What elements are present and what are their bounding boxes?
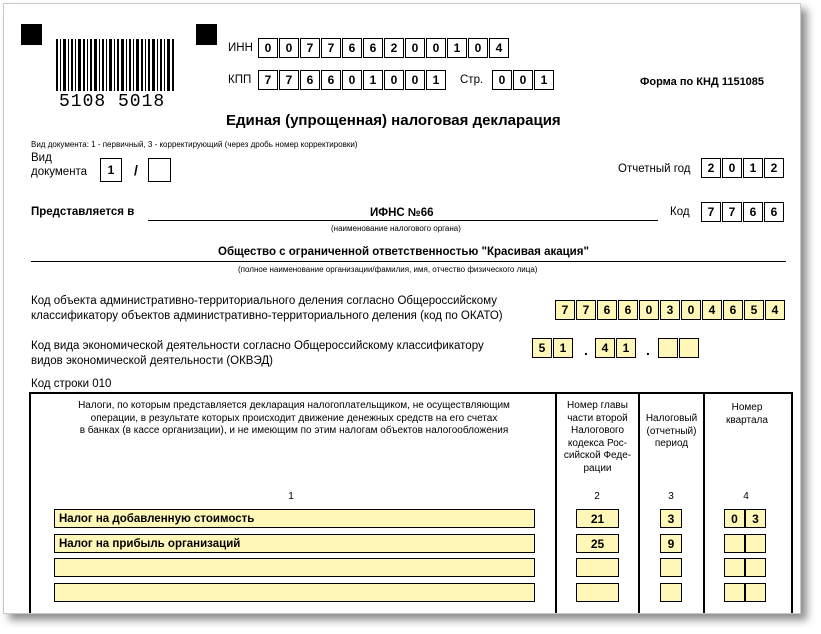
inn-cell[interactable]: 4	[489, 38, 509, 58]
doc-type-value[interactable]: 1	[100, 158, 122, 182]
authority-code-cell[interactable]: 6	[764, 202, 784, 222]
quarter-field[interactable]	[724, 583, 745, 602]
kpp-cell[interactable]: 0	[405, 70, 425, 90]
authority-code-cell[interactable]: 7	[701, 202, 721, 222]
declaration-page	[3, 3, 801, 614]
kpp-cell[interactable]: 1	[363, 70, 383, 90]
kpp-cell[interactable]: 6	[300, 70, 320, 90]
authority-caption: (наименование налогового органа)	[331, 224, 461, 233]
tax-name-field[interactable]: Налог на добавленную стоимость	[54, 509, 535, 528]
kpp-cell[interactable]: 0	[384, 70, 404, 90]
okved-cell[interactable]: 5	[532, 338, 552, 358]
kpp-cell[interactable]: 7	[279, 70, 299, 90]
chapter-field[interactable]: 25	[576, 534, 619, 553]
okved-cell[interactable]: 1	[553, 338, 573, 358]
form-code: Форма по КНД 1151085	[640, 76, 765, 88]
inn-cell[interactable]: 0	[426, 38, 446, 58]
okved-group-2[interactable]	[595, 338, 637, 358]
tax-name-field[interactable]	[54, 583, 535, 602]
inn-cell[interactable]: 0	[279, 38, 299, 58]
kpp-cell[interactable]: 1	[426, 70, 446, 90]
doc-type-label-line1: Вид	[31, 152, 52, 164]
inn-cell[interactable]: 0	[468, 38, 488, 58]
okato-cell[interactable]: 0	[681, 300, 701, 320]
okato-cell[interactable]: 6	[723, 300, 743, 320]
corner-marker-right	[196, 24, 217, 45]
tax-name-field[interactable]	[54, 558, 535, 577]
okato-cell[interactable]: 3	[660, 300, 680, 320]
chapter-field[interactable]	[576, 558, 619, 577]
authority-value: ИФНС №66	[370, 207, 434, 219]
organization-underline	[31, 261, 786, 262]
col4-header: Номер квартала	[726, 402, 768, 426]
inn-cell[interactable]: 7	[300, 38, 320, 58]
kpp-cell[interactable]: 6	[321, 70, 341, 90]
report-year-cell[interactable]: 2	[764, 158, 784, 178]
okved-group-3[interactable]	[658, 338, 700, 358]
okved-label-line2: видов экономической деятельности (ОКВЭД)	[31, 355, 273, 367]
organization-caption: (полное наименование организации/фамилия, имя, отчество физического лица)	[238, 265, 538, 274]
okved-cell[interactable]	[658, 338, 678, 358]
col1-header: Налоги, по которым представляется декларация налогоплательщиком, не осуществляющим операции, в результате которых происходит движение денежных средств на его счетах в банках (в кассе организации), и не имеющим по этим налогам объектов налогообложения	[78, 400, 510, 436]
authority-code-label: Код	[670, 206, 690, 218]
doc-type-slash: /	[134, 162, 138, 178]
barcode-number: 5108 5018	[59, 92, 166, 112]
quarter-field[interactable]	[724, 534, 745, 553]
doc-type-label-line2: документа	[31, 166, 88, 178]
okato-cell[interactable]: 5	[744, 300, 764, 320]
barcode-image	[56, 39, 174, 91]
quarter-field[interactable]	[745, 583, 766, 602]
okato-cell[interactable]: 0	[639, 300, 659, 320]
quarter-field[interactable]: 3	[745, 509, 766, 528]
okato-cell[interactable]: 6	[618, 300, 638, 320]
report-year-cell[interactable]: 1	[743, 158, 763, 178]
okved-cell[interactable]: 4	[595, 338, 615, 358]
kpp-field[interactable]	[258, 70, 447, 90]
authority-code-field[interactable]	[701, 202, 785, 222]
inn-cell[interactable]: 7	[321, 38, 341, 58]
col2-header: Номер главы части второй Налогового кодекса Рос- сийской Феде- рации	[563, 400, 632, 474]
period-field[interactable]	[660, 558, 682, 577]
period-field[interactable]: 3	[660, 509, 682, 528]
period-field[interactable]: 9	[660, 534, 682, 553]
organization-name: Общество с ограниченной ответственностью "Красивая акация"	[218, 246, 589, 258]
col3-header: Налоговый (отчетный) период	[645, 413, 698, 449]
page-cell[interactable]: 0	[492, 70, 512, 90]
inn-label: ИНН	[228, 42, 253, 54]
col-number-2: 2	[594, 491, 600, 502]
okved-label-line1: Код вида экономической деятельности согласно Общероссийскому классификатору	[31, 340, 484, 352]
chapter-field[interactable]	[576, 583, 619, 602]
okato-field[interactable]	[555, 300, 786, 320]
quarter-field[interactable]	[745, 558, 766, 577]
doc-type-hint: Вид документа: 1 - первичный, 3 - корректирующий (через дробь номер корректировки)	[31, 140, 358, 149]
okato-label-line2: классификатору объектов административно-территориального деления (код по ОКАТО)	[31, 310, 503, 322]
okato-cell[interactable]: 4	[702, 300, 722, 320]
report-year-field[interactable]	[701, 158, 785, 178]
corner-marker-left	[21, 24, 42, 45]
okved-dot-2: .	[646, 342, 650, 358]
doc-correction-field[interactable]	[148, 158, 171, 182]
okato-cell[interactable]: 7	[555, 300, 575, 320]
authority-code-cell[interactable]: 7	[722, 202, 742, 222]
quarter-field[interactable]	[724, 558, 745, 577]
inn-cell[interactable]: 6	[363, 38, 383, 58]
okved-group-1[interactable]	[532, 338, 574, 358]
kpp-label: КПП	[228, 74, 252, 86]
quarter-field[interactable]: 0	[724, 509, 745, 528]
page-cell[interactable]: 0	[513, 70, 533, 90]
period-field[interactable]	[660, 583, 682, 602]
quarter-field[interactable]	[745, 534, 766, 553]
okved-cell[interactable]: 1	[616, 338, 636, 358]
report-year-cell[interactable]: 0	[722, 158, 742, 178]
okved-dot-1: .	[584, 342, 588, 358]
okato-label-line1: Код объекта административно-территориального деления согласно Общероссийскому	[31, 295, 497, 307]
taxes-table	[29, 392, 793, 614]
col-number-3: 3	[668, 491, 674, 502]
row-code-label: Код строки 010	[31, 378, 112, 390]
inn-cell[interactable]: 6	[342, 38, 362, 58]
okved-cell[interactable]	[679, 338, 699, 358]
page-number-field[interactable]	[492, 70, 555, 90]
report-year-label: Отчетный год	[618, 163, 691, 175]
okato-cell[interactable]: 6	[597, 300, 617, 320]
chapter-field[interactable]: 21	[576, 509, 619, 528]
page-title: Единая (упрощенная) налоговая декларация	[226, 112, 561, 129]
col-number-4: 4	[743, 491, 749, 502]
inn-cell[interactable]: 1	[447, 38, 467, 58]
report-year-cell[interactable]: 2	[701, 158, 721, 178]
inn-cell[interactable]: 0	[258, 38, 278, 58]
kpp-cell[interactable]: 7	[258, 70, 278, 90]
tax-name-field[interactable]: Налог на прибыль организаций	[54, 534, 535, 553]
kpp-cell[interactable]: 0	[342, 70, 362, 90]
okato-cell[interactable]: 4	[765, 300, 785, 320]
inn-cell[interactable]: 2	[384, 38, 404, 58]
okato-cell[interactable]: 7	[576, 300, 596, 320]
authority-label: Представляется в	[31, 206, 135, 218]
inn-cell[interactable]: 0	[405, 38, 425, 58]
authority-underline	[148, 220, 658, 221]
col-number-1: 1	[288, 491, 294, 502]
authority-code-cell[interactable]: 6	[743, 202, 763, 222]
page-cell[interactable]: 1	[534, 70, 554, 90]
page-label: Стр.	[460, 74, 484, 86]
inn-field[interactable]	[258, 38, 510, 58]
